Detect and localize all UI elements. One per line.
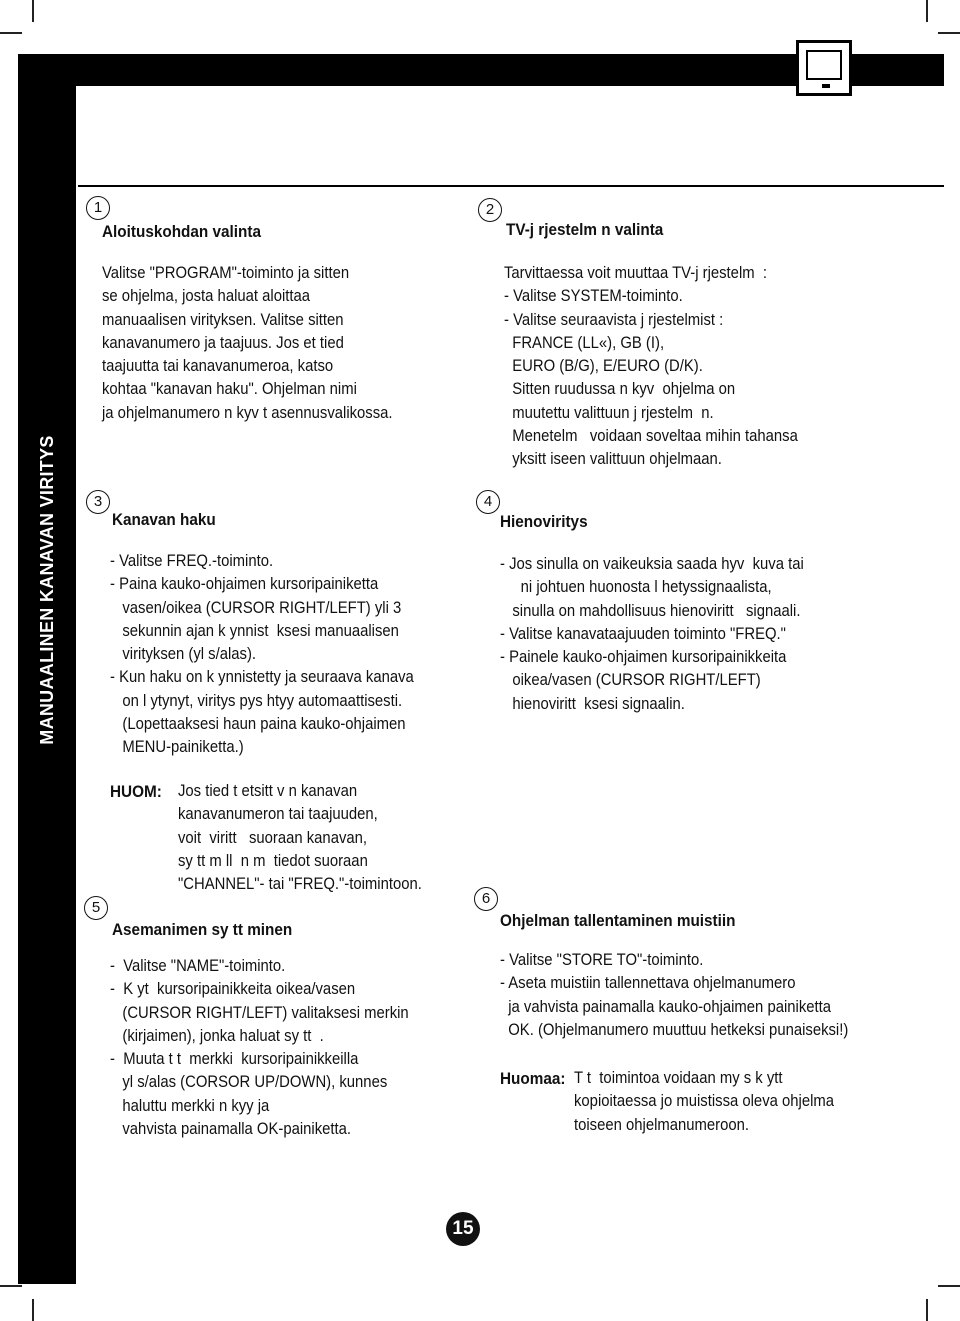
section-title-3: Kanavan haku [112, 510, 216, 529]
text-line: ni johtuen huonosta l hetyssignaalista, [500, 578, 772, 597]
crop-mark [926, 0, 928, 22]
text-line: oikea/vasen (CURSOR RIGHT/LEFT) [500, 671, 761, 690]
text-line: se ohjelma, josta haluat aloittaa [102, 287, 311, 306]
text-line: Tarvittaessa voit muuttaa TV-j rjestelm : [504, 264, 767, 282]
text-line: (Lopettaaksesi haun paina kauko-ohjaimen [110, 715, 406, 734]
section-body-4 [500, 553, 804, 716]
header-rule [78, 185, 944, 187]
section-number-3: 3 [86, 490, 110, 514]
text-line: - Valitse "STORE TO"-toiminto. [500, 951, 704, 969]
text-line: OK. (Ohjelmanumero muuttuu hetkeksi punaiseksi!) [500, 1020, 849, 1039]
note-body-huom [178, 780, 422, 896]
section-number-2: 2 [478, 198, 502, 222]
text-line: vasen/oikea (CURSOR RIGHT/LEFT) yli 3 [110, 598, 402, 617]
crop-mark [938, 32, 960, 34]
tv-stand-icon [822, 84, 830, 88]
crop-mark [938, 1285, 960, 1287]
text-line: ja ohjelmanumero n kyv t asennusvalikossa. [102, 403, 393, 422]
crop-mark [0, 1285, 22, 1287]
text-line: (CURSOR RIGHT/LEFT) valitaksesi merkin [110, 1003, 409, 1022]
text-line: vahvista painamalla OK-painiketta. [110, 1120, 352, 1139]
text-line: Menetelm voidaan soveltaa mihin tahansa [504, 427, 798, 446]
text-line: - Painele kauko-ohjaimen kursoripainikkeita [500, 648, 787, 667]
text-line: - Aseta muistiin tallennettava ohjelmanumero [500, 974, 796, 993]
text-line: ja vahvista painamalla kauko-ohjaimen painiketta [500, 997, 832, 1016]
text-line: haluttu merkki n kyy ja [110, 1096, 270, 1115]
text-line: kanavanumeron tai taajuuden, [178, 805, 378, 824]
tv-screen-icon [806, 50, 842, 80]
text-line: kopioitaessa jo muistissa oleva ohjelma [574, 1092, 835, 1111]
text-line: on l ytynyt, viritys pys htyy automaattisesti. [110, 691, 403, 710]
crop-mark [926, 1299, 928, 1321]
text-line: Sitten ruudussa n kyv ohjelma on [504, 380, 736, 399]
text-line: "CHANNEL"- tai "FREQ."-toimintoon. [178, 875, 422, 894]
sidebar-title: MANUAALINEN KANAVAN VIRITYS [37, 435, 57, 745]
section-body-6 [500, 949, 848, 1042]
section-body-3 [110, 550, 414, 760]
text-line: yl s/alas (CORSOR UP/DOWN), kunnes [110, 1073, 388, 1092]
text-line: - Kun haku on k ynnistetty ja seuraava kanava [110, 668, 414, 687]
section-number-5: 5 [84, 896, 108, 920]
text-line: MENU-painiketta.) [110, 738, 244, 757]
text-line: kanavanumero ja taajuus. Jos et tied [102, 333, 344, 352]
text-line: toiseen ohjelmanumeroon. [574, 1115, 750, 1134]
page-number: 15 [446, 1212, 480, 1246]
section-number-6: 6 [474, 887, 498, 911]
text-line: - Valitse FREQ.-toiminto. [110, 552, 274, 570]
section-title-1: Aloituskohdan valinta [102, 222, 261, 241]
text-line: T t toimintoa voidaan my s k ytt [574, 1069, 783, 1087]
section-title-6: Ohjelman tallentaminen muistiin [500, 911, 736, 930]
text-line: yksitt iseen valittuun ohjelmaan. [504, 450, 722, 469]
section-body-2 [504, 262, 798, 472]
text-line: muutettu valittuun j rjestelm n. [504, 403, 714, 422]
text-line: sinulla on mahdollisuus hienoviritt signaali. [500, 601, 801, 620]
text-line: (kirjaimen), jonka haluat sy tt . [110, 1026, 324, 1045]
text-line: FRANCE (LL«), GB (I), [504, 333, 665, 352]
section-title-4: Hienoviritys [500, 512, 588, 531]
text-line: taajuutta tai kanavanumeroa, katso [102, 357, 334, 376]
text-line: sy tt m ll n m tiedot suoraan [178, 851, 368, 870]
text-line: hienoviritt ksesi signaalin. [500, 694, 685, 713]
section-body-5 [110, 955, 409, 1141]
crop-mark [32, 1299, 34, 1321]
text-line: - K yt kursoripainikkeita oikea/vasen [110, 980, 356, 999]
text-line: - Jos sinulla on vaikeuksia saada hyv kuva tai [500, 555, 804, 573]
text-line: - Paina kauko-ohjaimen kursoripainiketta [110, 575, 379, 594]
note-label-huomaa: Huomaa: [500, 1069, 566, 1088]
section-title-2: TV-j rjestelm n valinta [506, 220, 664, 239]
section-title-5: Asemanimen sy tt minen [112, 920, 293, 939]
section-body-1 [102, 262, 393, 425]
crop-mark [0, 32, 22, 34]
note-body-huomaa [574, 1067, 834, 1137]
section-number-4: 4 [476, 490, 500, 514]
note-label-huom: HUOM: [110, 782, 162, 801]
text-line: kohtaa "kanavan haku". Ohjelman nimi [102, 380, 357, 399]
text-line: virityksen (yl s/alas). [110, 645, 257, 664]
text-line: - Valitse "NAME"-toiminto. [110, 957, 286, 975]
text-line: - Muuta t t merkki kursoripainikkeilla [110, 1050, 359, 1069]
text-line: Jos tied t etsitt v n kanavan [178, 782, 358, 800]
text-line: - Valitse seuraavista j rjestelmist : [504, 310, 724, 329]
section-number-1: 1 [86, 196, 110, 220]
text-line: manuaalisen virityksen. Valitse sitten [102, 310, 344, 329]
text-line: - Valitse kanavataajuuden toiminto "FREQ." [500, 624, 786, 643]
crop-mark [32, 0, 34, 22]
text-line: EURO (B/G), E/EURO (D/K). [504, 357, 703, 376]
text-line: voit viritt suoraan kanavan, [178, 828, 368, 847]
text-line: Valitse "PROGRAM"-toiminto ja sitten [102, 264, 350, 282]
text-line: sekunnin ajan k ynnist ksesi manuaalisen [110, 621, 399, 640]
text-line: - Valitse SYSTEM-toiminto. [504, 287, 683, 306]
